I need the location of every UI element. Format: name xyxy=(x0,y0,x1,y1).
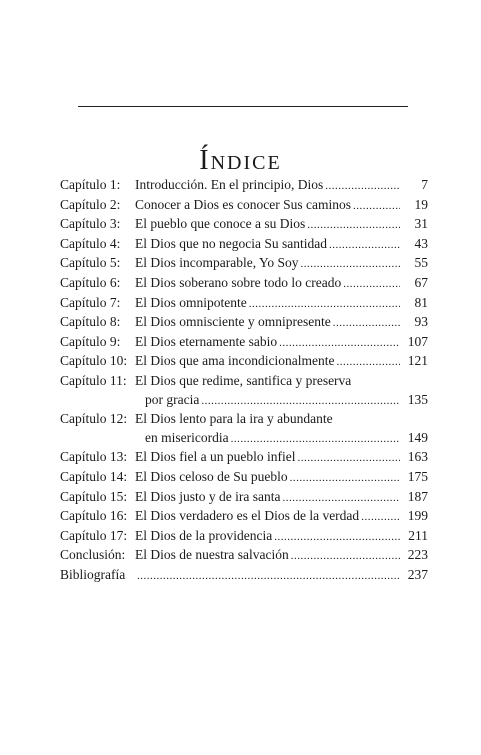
toc-entry-label: Capítulo 9: xyxy=(60,333,121,349)
dot-leader xyxy=(279,333,400,353)
toc-entry-label: Capítulo 16: xyxy=(60,508,128,524)
toc-entry[interactable] xyxy=(60,294,428,314)
toc-entry-page: 81 xyxy=(414,294,428,310)
toc-entry[interactable] xyxy=(60,352,428,372)
toc-entry-page: 67 xyxy=(414,274,428,290)
dot-leader xyxy=(291,546,400,566)
toc-entry[interactable] xyxy=(60,196,428,216)
toc-entry-page: 19 xyxy=(414,196,428,212)
toc-entry-title: por gracia xyxy=(145,391,200,407)
dot-leader xyxy=(343,274,400,294)
toc-entry[interactable] xyxy=(60,254,428,274)
toc-entry[interactable] xyxy=(60,215,428,235)
toc-entry-label: Capítulo 1: xyxy=(60,177,121,192)
toc-entry-label: Capítulo 5: xyxy=(60,255,121,271)
dot-leader xyxy=(353,196,400,216)
dot-leader xyxy=(249,294,400,314)
table-of-contents xyxy=(60,176,428,585)
toc-entry-title: El Dios lento para la ira y abundante xyxy=(135,411,333,427)
dot-leader xyxy=(201,391,400,411)
toc-entry-label: Capítulo 11: xyxy=(60,372,127,388)
toc-entry[interactable] xyxy=(60,313,428,333)
toc-entry[interactable] xyxy=(60,410,428,448)
toc-entry[interactable] xyxy=(60,527,428,547)
toc-entry-page: 135 xyxy=(407,391,428,407)
toc-entry-page: 121 xyxy=(407,353,428,369)
dot-leader xyxy=(282,488,400,508)
toc-entry-title: El Dios de nuestra salvación xyxy=(135,547,289,563)
toc-entry-page: 199 xyxy=(407,508,428,524)
toc-entry[interactable] xyxy=(60,546,428,566)
toc-entry-label: Capítulo 7: xyxy=(60,294,121,310)
toc-entry[interactable] xyxy=(60,468,428,488)
dot-leader xyxy=(231,429,400,449)
toc-entry-page: 55 xyxy=(414,255,428,271)
toc-entry-page: 187 xyxy=(407,488,428,504)
toc-entry-page: 43 xyxy=(414,235,428,251)
toc-entry-title: El Dios fiel a un pueblo infiel xyxy=(135,449,296,465)
toc-entry-label: Capítulo 2: xyxy=(60,196,121,212)
toc-entry-label: Capítulo 15: xyxy=(60,488,128,504)
dot-leader xyxy=(361,507,400,527)
toc-entry-title: El Dios incomparable, Yo Soy xyxy=(135,255,299,271)
dot-leader xyxy=(297,448,400,468)
toc-entry[interactable] xyxy=(60,488,428,508)
toc-entry-label: Capítulo 10: xyxy=(60,353,128,369)
dot-leader xyxy=(325,176,400,196)
toc-entry-page: 93 xyxy=(414,314,428,330)
dot-leader xyxy=(333,313,400,333)
toc-entry-label: Capítulo 6: xyxy=(60,274,121,290)
toc-entry[interactable] xyxy=(60,507,428,527)
toc-entry-page: 223 xyxy=(407,547,428,563)
toc-entry-page: 175 xyxy=(407,468,428,484)
dot-leader xyxy=(301,254,401,274)
dot-leader xyxy=(329,235,400,255)
toc-entry-title: Introducción. En el principio, Dios xyxy=(135,177,324,192)
toc-entry-page: 7 xyxy=(421,177,428,192)
toc-entry-label: Capítulo 12: xyxy=(60,411,128,427)
toc-entry-label: Capítulo 17: xyxy=(60,527,128,543)
header-rule xyxy=(78,106,408,107)
toc-entry-title: El Dios que no negocia Su santidad xyxy=(135,235,327,251)
toc-entry-title: El Dios omnipotente xyxy=(135,294,247,310)
toc-entry-title: El Dios celoso de Su pueblo xyxy=(135,468,288,484)
toc-entry-title: El Dios verdadero es el Dios de la verdad xyxy=(135,508,360,524)
toc-entry[interactable] xyxy=(60,274,428,294)
toc-entry[interactable] xyxy=(60,372,428,410)
dot-leader xyxy=(336,352,400,372)
toc-entry-title: El Dios soberano sobre todo lo creado xyxy=(135,274,342,290)
toc-entry-page: 107 xyxy=(407,333,428,349)
toc-entry-page: 31 xyxy=(414,216,428,232)
toc-entry-label: Conclusión: xyxy=(60,547,126,563)
toc-entry-title: El Dios eternamente sabio xyxy=(135,333,278,349)
toc-entry-title: El Dios omnisciente y omnipresente xyxy=(135,314,331,330)
toc-entry[interactable] xyxy=(60,566,428,586)
dot-leader xyxy=(137,566,400,586)
toc-entry-page: 149 xyxy=(407,429,428,445)
toc-entry-page: 163 xyxy=(407,449,428,465)
toc-entry-title: en misericordia xyxy=(145,429,229,445)
toc-entry-title: El Dios que redime, santifica y preserva xyxy=(135,372,352,388)
toc-entry-label: Capítulo 8: xyxy=(60,314,121,330)
toc-entry[interactable] xyxy=(60,448,428,468)
toc-entry-title: Conocer a Dios es conocer Sus caminos xyxy=(135,196,351,212)
page-title: Índice xyxy=(199,144,282,176)
toc-entry-label: Capítulo 13: xyxy=(60,449,128,465)
toc-entry-label: Capítulo 3: xyxy=(60,216,121,232)
toc-entry[interactable] xyxy=(60,235,428,255)
dot-leader xyxy=(307,215,400,235)
dot-leader xyxy=(274,527,400,547)
toc-entry[interactable] xyxy=(60,333,428,353)
dot-leader xyxy=(290,468,400,488)
toc-entry-title: El Dios que ama incondicionalmente xyxy=(135,353,335,369)
toc-entry-label: Bibliografía xyxy=(60,566,126,582)
toc-entry-title: El pueblo que conoce a su Dios xyxy=(135,216,306,232)
toc-entry-title: El Dios justo y de ira santa xyxy=(135,488,281,504)
toc-entry-label: Capítulo 14: xyxy=(60,468,128,484)
toc-entry-title: El Dios de la providencia xyxy=(135,527,273,543)
toc-entry-page: 211 xyxy=(408,527,428,543)
toc-entry[interactable] xyxy=(60,176,428,196)
toc-entry-label: Capítulo 4: xyxy=(60,235,121,251)
toc-entry-page: 237 xyxy=(407,566,428,582)
